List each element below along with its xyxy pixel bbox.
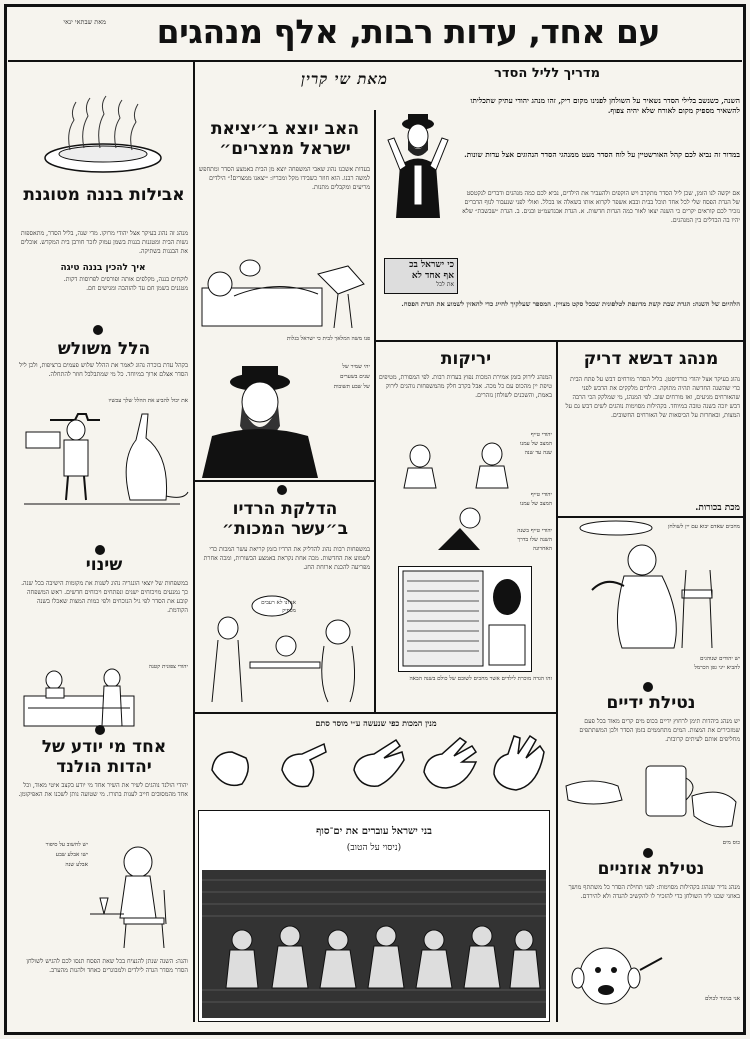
- bullet-dot: [95, 725, 105, 735]
- sign-box: [384, 258, 458, 294]
- caption-spit-2b: המצב של עמנו: [519, 501, 552, 507]
- divider-col1: [193, 60, 195, 1022]
- caption-spit-3b: השנה שלו בדרך: [517, 537, 552, 543]
- text-spitting: המנהג לירוק בזמן אמירת המכות נפוץ בעדות רבות. לפי המסורת, מטיפים טיפת יין מהכוס עם כל מכה. אבל בקרב חלק מהמשפחות נוהגים לירוק באמת, והשכנים לשולחן נזהרים.: [378, 374, 552, 399]
- intro-note: הלהיום של השנה: הגדת שבת קשת מדונפת לטלפונית שבכל סקט מצויין. המספר שעלקיך לחייג כדי להאזין לשמוע את הגדת הפסח.: [401, 300, 740, 308]
- text-hand-washing: יש מנהג ביהדות תימן לרחוץ ידיים בכוס מים קרים מאוד בכל פעם שמזכירים את המצות. המים מתחממים בזמן הסדר ולכן המשתתפים מחליפים אותם לעיתים קרובות.: [579, 718, 740, 743]
- heading-spitting: יריקות: [440, 349, 492, 369]
- corner-tag: מאת שבתאי ינאי: [63, 18, 106, 26]
- intro-rule: [374, 340, 744, 342]
- col2-rule: [193, 480, 374, 482]
- heading-father-exodus-2: ישראל ממצרים״: [219, 139, 351, 159]
- sign-line-1: כי ישראל בכ: [409, 260, 454, 270]
- sea-crossing-subtitle: (ניסוי על הטוב): [346, 843, 402, 853]
- header-rule: [8, 60, 742, 62]
- caption-father-exodus: פנו משה המלאך לבית כי ישראל בגלות: [286, 336, 370, 342]
- divider-col2: [374, 110, 376, 712]
- heading-radio-1: הדלקת הרדיו: [232, 499, 338, 519]
- heading-father-exodus-1: האב יוצא ב״יציאת: [210, 119, 360, 139]
- subheading-banana-recipe: איך להכין בננה טיגה: [60, 263, 146, 273]
- subtitle: מדריך לליל הסדר: [494, 66, 600, 81]
- caption-wine-bubble: מחכים שאדם יבוא עם יין לשולחן: [667, 524, 740, 530]
- text-banana-recipe: לוקחים בננה, מקלפים אותה ופורסים לפרוסות דקות. מטגנים בשמן חם עד להזהבה ומגישים חם.: [63, 276, 188, 292]
- sign-line-3: את לכל: [436, 280, 454, 288]
- bearded-man-portrait: [198, 358, 322, 478]
- text-change: במשפחות של יוצאי הונגריה נהוג לשנות את מקומות הישיבה בכל שנה. כך נמנעים מויכוחים ישנים ונפתחים ויכוחים חדשים. ראש המשפחה קובע את הסדר לפי גיל הנוכחים ולפי כמות המצות שאכלו בשנה הקודמת.: [21, 580, 188, 614]
- text-dutch-who-knows: יהודי הולנד נוהגים לשיר את השיר אחד מי יודע בקצב איטי מאוד, וכל אחד מהמסובים חייב לענות בתורו. מי שטועה נותן לשכנו את האפיקומן.: [18, 782, 188, 798]
- wine-waiter-illustration: [562, 520, 740, 652]
- haggadah-comic-box: [398, 566, 532, 672]
- heading-radio-2: ב״עשר המכות״: [222, 519, 348, 539]
- caption-change: יהודי צפונית קטנה: [148, 664, 188, 670]
- intro-lead: השנה, כשנשב בלילי הסדר נשאיר על השולחן לפנינו מקום ריק, זהו מנהג יהודי עתיק שתכליתו להשאיר מספיק מקום לאורח שלא יהיה צפוף.: [470, 96, 740, 116]
- ear-boy-illustration: [566, 938, 666, 1018]
- heading-dutch-who-knows: אחד מי יודע של יהדות הולנד: [41, 737, 167, 777]
- text-closing: והנה: השנה שנתן להנציח בכל שאת הפסח תנסו לכם להגיש לשולחן הסדר מסדר הגדה לילדים ולמבוגרים כאחד ולהנות מהערב.: [26, 958, 188, 974]
- caption-haggadah: זהו הגדה מוכרת לילדים אשר מחכים לשובם של כולם בשנה הבאה: [409, 676, 552, 682]
- sea-crowd-illustration: [202, 870, 546, 1018]
- intro-lead-2: במדור זה נביא לכם קהל האורשטיין על לוח הסדר מעט ממנהגי הסדר הנהוגים אצל עדות שונות.: [464, 150, 740, 159]
- heading-triple-hallel: הלל משולש: [57, 339, 151, 359]
- counting-hands-illustration: [198, 730, 554, 800]
- sea-crossing-title: בני ישראל עוברים את ים־סוף: [316, 826, 432, 837]
- caption-portrait-1: יהי שמיר של: [342, 364, 370, 370]
- col4-rule: [556, 516, 744, 518]
- bullet-dot: [95, 545, 105, 555]
- poster-title: עם אחד, עדות רבות, אלף מנהגים: [156, 12, 660, 51]
- caption-portrait-2: שנים בשערים: [339, 374, 370, 380]
- heading-change: שינוי: [85, 555, 123, 575]
- bullet-dot: [93, 325, 103, 335]
- firstborn-note: מכת בכורות.: [695, 503, 740, 513]
- water-cup-illustration: [562, 756, 740, 836]
- caption-dutch-2: ישו אבלע שבע: [55, 852, 88, 858]
- text-triple-hallel: בקהל עדת בוכרה נהוג לאמר את ההלל שלוש פעמים ברציפות, ולכן ליל הסדר אצלם ארוך במיוחד. כל מי שמתבלבל חוזר להתחלה.: [19, 362, 188, 378]
- heading-honey: מנהג דבשא דריק: [583, 349, 719, 369]
- caption-spit-1c: שנה עד שנה: [524, 450, 552, 456]
- caption-cup: כוס מים: [722, 840, 740, 846]
- text-father-exodus: בעדות אשכנז נהוג שאבי המשפחה יוצא מן הבית באמצע הסדר ומתחפש למשה רבנו. הוא חוזר כשבידו מקל ומכריז: ״יצאנו ממצרים!״ הילדים מריעים ומקבלים מתנות.: [198, 166, 370, 191]
- caption-ear: אני בניגוד לכולם: [704, 996, 740, 1002]
- caption-spit-1b: המצב של עמנו: [519, 441, 552, 447]
- caption-portrait-3: של שבע תשובות: [333, 384, 370, 390]
- byline: מאת שי קרין: [301, 70, 388, 88]
- child-chair-illustration: [80, 840, 190, 950]
- bullet-dot: [277, 485, 287, 495]
- caption-wine-1: יש יהודים שנוהגים: [700, 656, 740, 662]
- middle-rule: [193, 712, 557, 714]
- heading-fried-banana: אבילות בננה מטוגנת: [23, 185, 185, 205]
- bullet-dot: [643, 848, 653, 858]
- text-ear-pulling: מנהג נדיר שנהוג בקהילות מסוימות: לפני תחילת הסדר כל משתתף מושך באוזני שכנו ליד השולחן כדי להזכיר לו להקשיב להגדה ולא להירדם.: [568, 884, 740, 900]
- caption-dutch-3: אבלע שנה: [65, 862, 88, 868]
- cowboy-kangaroo-illustration: [20, 400, 190, 510]
- text-honey: נהוג בעיקר אצל יהודי כורדיסטן. בליל הסדר מורחים דבש על פתח הבית כדי שהשנה החדשה תהיה מתוקה. הילדים מלקקים את הדבש לפני שהאורחים מגיעים, ואז מורחים שוב. לפי המנהג, מי שמלקק הכי הרבה דבש יזכה בשנה טובה במיוחד. בקהילות מסוימות נוהגים לשים דבש גם על המצות, ובאחרות על הכיסאות של האורחים החשובים.: [565, 376, 740, 419]
- fingers-title: מנין המכות כפי שנעשה ע״י מוסר סתם: [315, 718, 437, 728]
- caption-spit-2a: יהודי טייף: [530, 492, 552, 498]
- fried-banana-illustration: [40, 92, 166, 178]
- text-fried-banana: מנהג זה נהוג בעיקר אצל יהודי מרוקו. מדי שנה, בליל הסדר, מתאספות נשות הבית ומטגנות בננות בשמן עמוק לזכר חורבן בית המקדש. אוכלים את הבננות בשתיקה.: [20, 230, 188, 255]
- bullet-dot: [643, 682, 653, 692]
- text-radio: במשפחות רבות נהוג להדליק את הרדיו בזמן קריאת עשר המכות כדי לשמוע את החדשות. מכה אחת נקראת באמצע הבשורות, ומכה אחרת מפריעה להכנת ארוחת החג.: [203, 546, 370, 571]
- sleeping-man-illustration: [198, 244, 370, 336]
- caption-triple-hallel: את יכול להביע את ההלל שלך עכשיו: [108, 398, 188, 404]
- caption-spit-3a: יהודי טייף בשנה: [517, 528, 552, 534]
- divider-col4-lower: [556, 712, 558, 1022]
- caption-spit-3c: האחרונה: [532, 546, 552, 552]
- caption-spit-1a: יהודי טייף: [530, 432, 552, 438]
- intro-body: אם יקשה לנו הזמן, שכן ליל הסדר מתקרב ויש הוקפים ולהעביר את הילדים, נביא לכם כמה מנהגים ודברים לנקטסט של הגדת הפסח שלי לכל אחד תוכל בבית ובבא אשפר לקרוא אותו בשאלה או בכלל. ואולי לפני שנעבור לנוף הדברים נזכיר לכם קוראים יקרים כי השנה יצאו לאור כמה הגדות חדשות. א. הגדת אבגדעמ״ט ובנים. ב. הגדת ״שבשבת״ שלא יהיו בה הבדלים בין המנהגים.: [462, 190, 740, 224]
- caption-wine-2: להביא ייני גפן הכרמל: [694, 665, 740, 671]
- sign-line-2: אף אחד לא: [411, 271, 454, 282]
- caption-dutch-1: יש לחשוב על סיפור: [45, 842, 88, 848]
- heading-hand-washing: נטילת ידיים: [606, 693, 696, 713]
- caption-radio: אנחנו לא רעבים מספיק: [261, 600, 296, 614]
- heading-ear-pulling: נטילת אוזניים: [597, 859, 705, 879]
- praying-man-illustration: [378, 110, 458, 220]
- divider-col3: [556, 340, 558, 712]
